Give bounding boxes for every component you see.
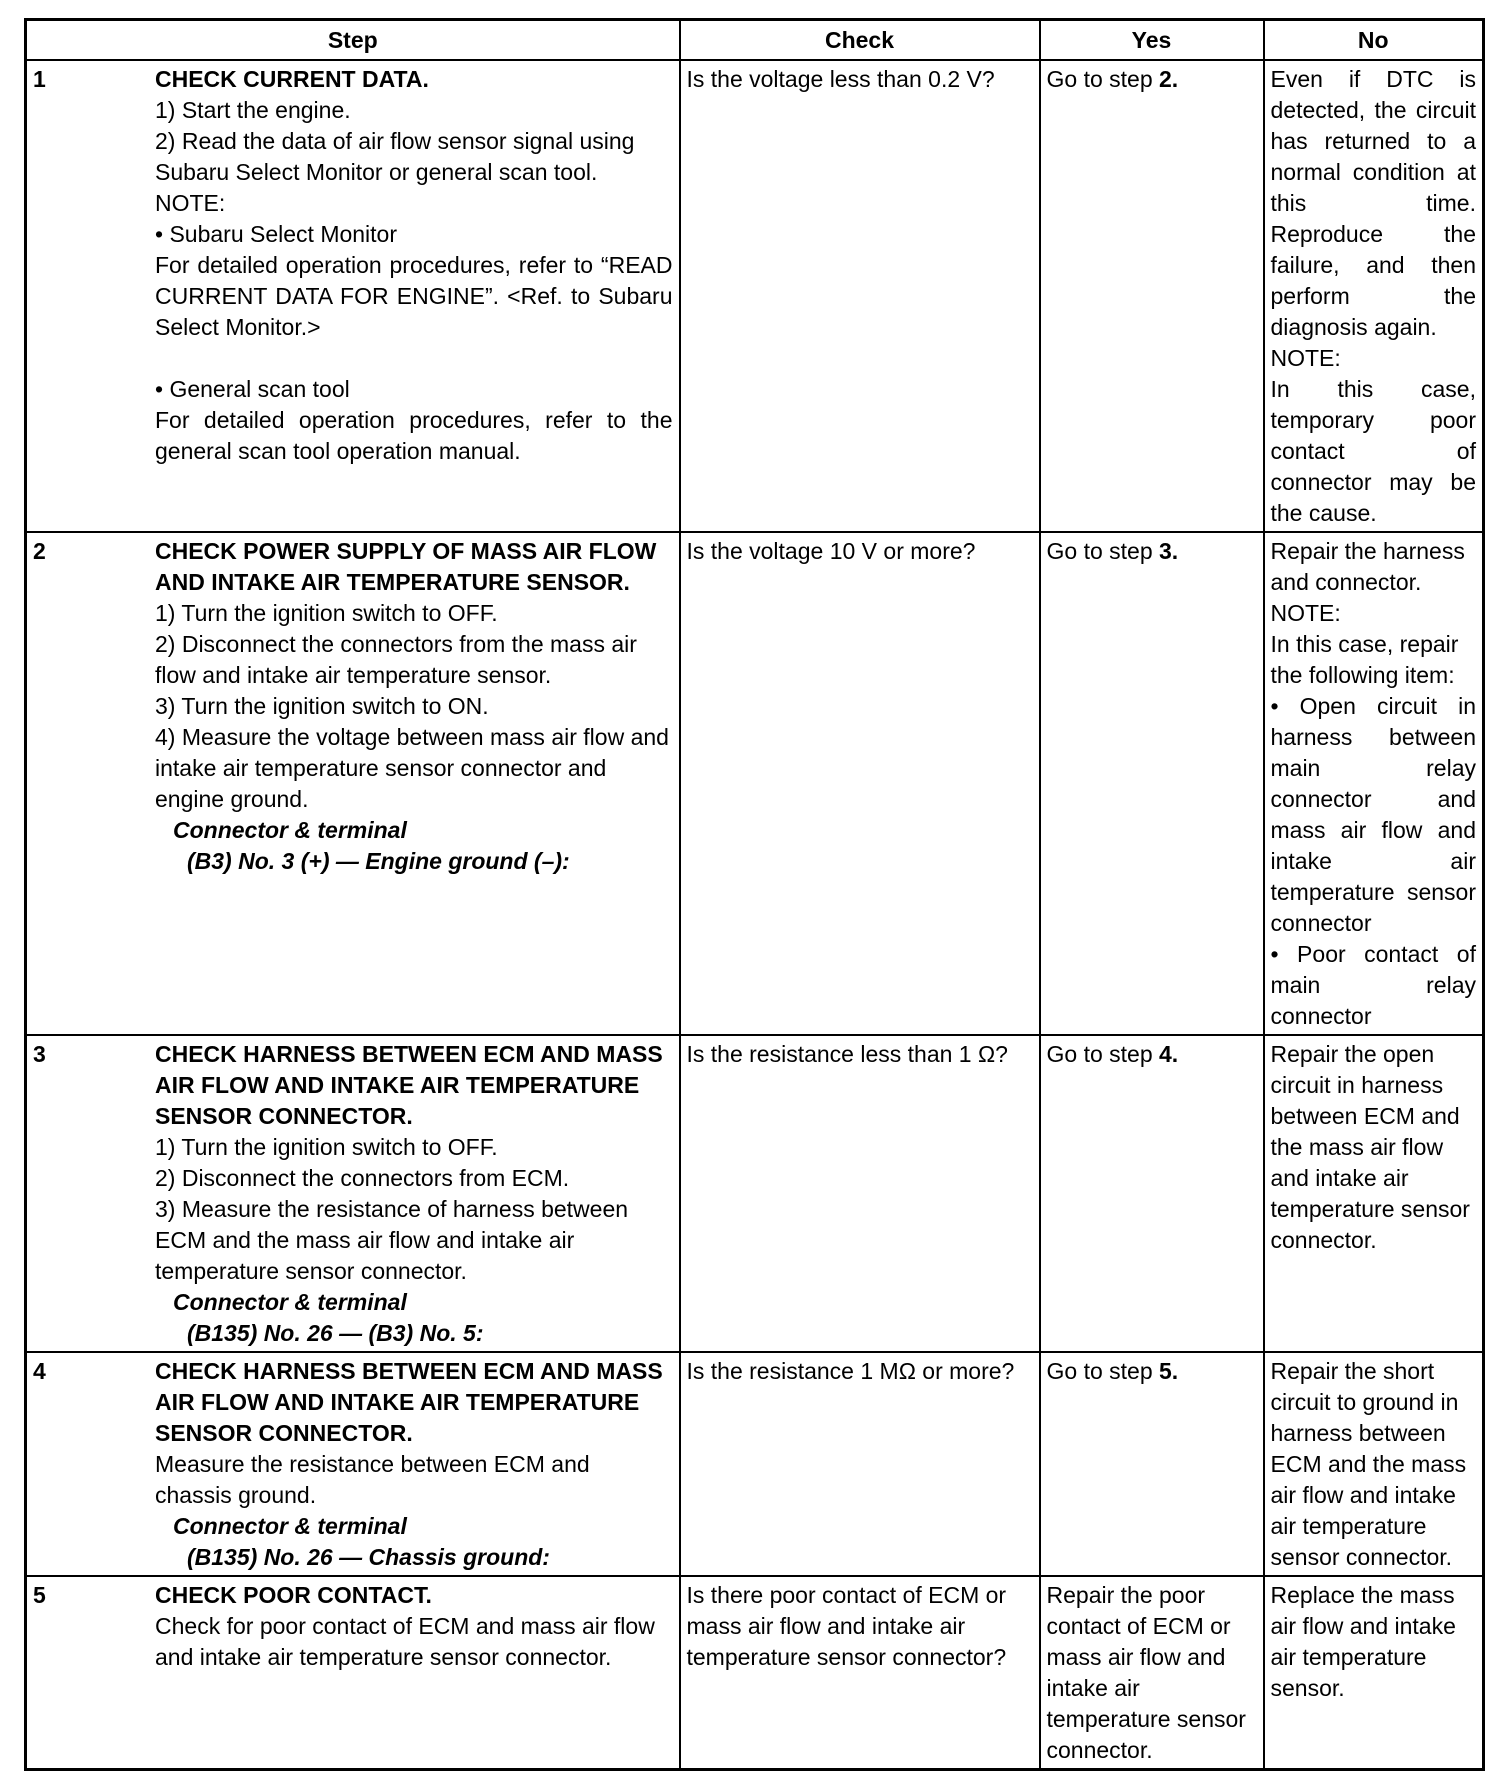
step-line: 3) Turn the ignition switch to ON. (155, 693, 489, 719)
step-line: For detailed operation procedures, refer to the general scan tool operation manual. (155, 407, 673, 464)
connector-terminal: (B135) No. 26 — (B3) No. 5: (187, 1320, 484, 1346)
step-cell (26, 532, 680, 1035)
step-line: Measure the resistance between ECM and chassis ground. (155, 1451, 590, 1508)
no-text: Repair the open circuit in harness between ECM and the mass air flow and intake air temperature sensor connector. (1270, 1041, 1470, 1253)
table-row (26, 1352, 1484, 1576)
check-cell: Is the voltage less than 0.2 V? (680, 60, 1040, 532)
yes-text: Go to step (1046, 1041, 1160, 1067)
no-cell (1264, 1035, 1484, 1352)
note-label: NOTE: (1270, 600, 1341, 626)
note-label: NOTE: (155, 190, 226, 216)
step-line: • General scan tool (155, 376, 350, 402)
yes-step-ref: 3. (1159, 538, 1179, 564)
step-number: 5 (33, 1582, 46, 1608)
no-cell (1264, 60, 1484, 532)
step-number: 4 (33, 1358, 46, 1384)
step-cell (26, 1576, 680, 1770)
no-text: In this case, temporary poor contact of connector may be the cause. (1270, 376, 1476, 526)
step-cell (26, 1035, 680, 1352)
yes-step-ref: 2. (1159, 66, 1179, 92)
step-title: CHECK HARNESS BETWEEN ECM AND MASS AIR FLOW AND INTAKE AIR TEMPERATURE SENSOR CONNECTOR. (155, 1358, 663, 1446)
yes-step-ref: 4. (1159, 1041, 1179, 1067)
step-cell (26, 1352, 680, 1576)
check-cell: Is there poor contact of ECM or mass air flow and intake air temperature sensor connector? (680, 1576, 1040, 1770)
step-line: 2) Disconnect the connectors from ECM. (155, 1165, 570, 1191)
step-title: CHECK POOR CONTACT. (155, 1582, 432, 1608)
header-step: Step (26, 20, 680, 61)
step-title: CHECK POWER SUPPLY OF MASS AIR FLOW AND INTAKE AIR TEMPERATURE SENSOR. (155, 538, 657, 595)
check-cell: Is the voltage 10 V or more? (680, 532, 1040, 1035)
no-cell (1264, 532, 1484, 1035)
step-line: 2) Read the data of air flow sensor signal using Subaru Select Monitor or general scan tool. (155, 128, 635, 185)
step-title: CHECK CURRENT DATA. (155, 66, 429, 92)
no-text: • Open circuit in harness between main relay connector and mass air flow and intake air temperature sensor connector (1270, 693, 1476, 936)
connector-label: Connector & terminal (173, 1513, 407, 1539)
yes-cell (1040, 1035, 1264, 1352)
step-number: 2 (33, 538, 46, 564)
step-line: 1) Turn the ignition switch to OFF. (155, 1134, 498, 1160)
yes-text: Go to step (1046, 1358, 1160, 1384)
step-line: 3) Measure the resistance of harness between ECM and the mass air flow and intake air temperature sensor connector. (155, 1196, 629, 1284)
no-text: Repair the harness and connector. (1270, 538, 1465, 595)
header-yes: Yes (1040, 20, 1264, 61)
step-title: CHECK HARNESS BETWEEN ECM AND MASS AIR FLOW AND INTAKE AIR TEMPERATURE SENSOR CONNECTOR. (155, 1041, 663, 1129)
yes-cell (1040, 532, 1264, 1035)
yes-text: Go to step (1046, 538, 1160, 564)
step-line: 1) Start the engine. (155, 97, 351, 123)
no-cell (1264, 1352, 1484, 1576)
step-cell (26, 60, 680, 532)
header-no: No (1264, 20, 1484, 61)
step-number: 3 (33, 1041, 46, 1067)
step-line: Check for poor contact of ECM and mass air flow and intake air temperature sensor connector. (155, 1613, 655, 1670)
step-line: For detailed operation procedures, refer to “READ CURRENT DATA FOR ENGINE”. <Ref. to Subaru Select Monitor.> (155, 252, 673, 340)
yes-cell (1040, 1352, 1264, 1576)
step-line: 4) Measure the voltage between mass air flow and intake air temperature sensor connector and engine ground. (155, 724, 669, 812)
step-line: 2) Disconnect the connectors from the mass air flow and intake air temperature sensor. (155, 631, 637, 688)
connector-label: Connector & terminal (173, 1289, 407, 1315)
connector-terminal: (B3) No. 3 (+) — Engine ground (–): (187, 848, 570, 874)
step-line: • Subaru Select Monitor (155, 221, 398, 247)
check-cell: Is the resistance less than 1 Ω? (680, 1035, 1040, 1352)
table-row (26, 1035, 1484, 1352)
diagnostic-procedure-table (24, 18, 1485, 1771)
spacer (155, 343, 673, 374)
connector-terminal: (B135) No. 26 — Chassis ground: (187, 1544, 550, 1570)
yes-step-ref: 5. (1159, 1358, 1179, 1384)
check-cell: Is the resistance 1 MΩ or more? (680, 1352, 1040, 1576)
table-row (26, 1576, 1484, 1770)
yes-cell (1040, 60, 1264, 532)
header-check: Check (680, 20, 1040, 61)
note-label: NOTE: (1270, 345, 1341, 371)
header-row (26, 20, 1484, 61)
table-row (26, 60, 1484, 532)
no-text: Replace the mass air flow and intake air temperature sensor. (1270, 1582, 1456, 1701)
step-number: 1 (33, 66, 46, 92)
no-text: Repair the short circuit to ground in harness between ECM and the mass air flow and intake air temperature sensor connector. (1270, 1358, 1467, 1570)
no-text: In this case, repair the following item: (1270, 631, 1459, 688)
no-cell (1264, 1576, 1484, 1770)
no-text: • Poor contact of main relay connector (1270, 941, 1476, 1029)
yes-cell: Repair the poor contact of ECM or mass air flow and intake air temperature sensor connector. (1040, 1576, 1264, 1770)
connector-label: Connector & terminal (173, 817, 407, 843)
step-line: 1) Turn the ignition switch to OFF. (155, 600, 498, 626)
no-text: Even if DTC is detected, the circuit has returned to a normal condition at this time. Reproduce the failure, and then perform the diagnosis again. (1270, 66, 1476, 340)
table-row (26, 532, 1484, 1035)
yes-text: Go to step (1046, 66, 1160, 92)
